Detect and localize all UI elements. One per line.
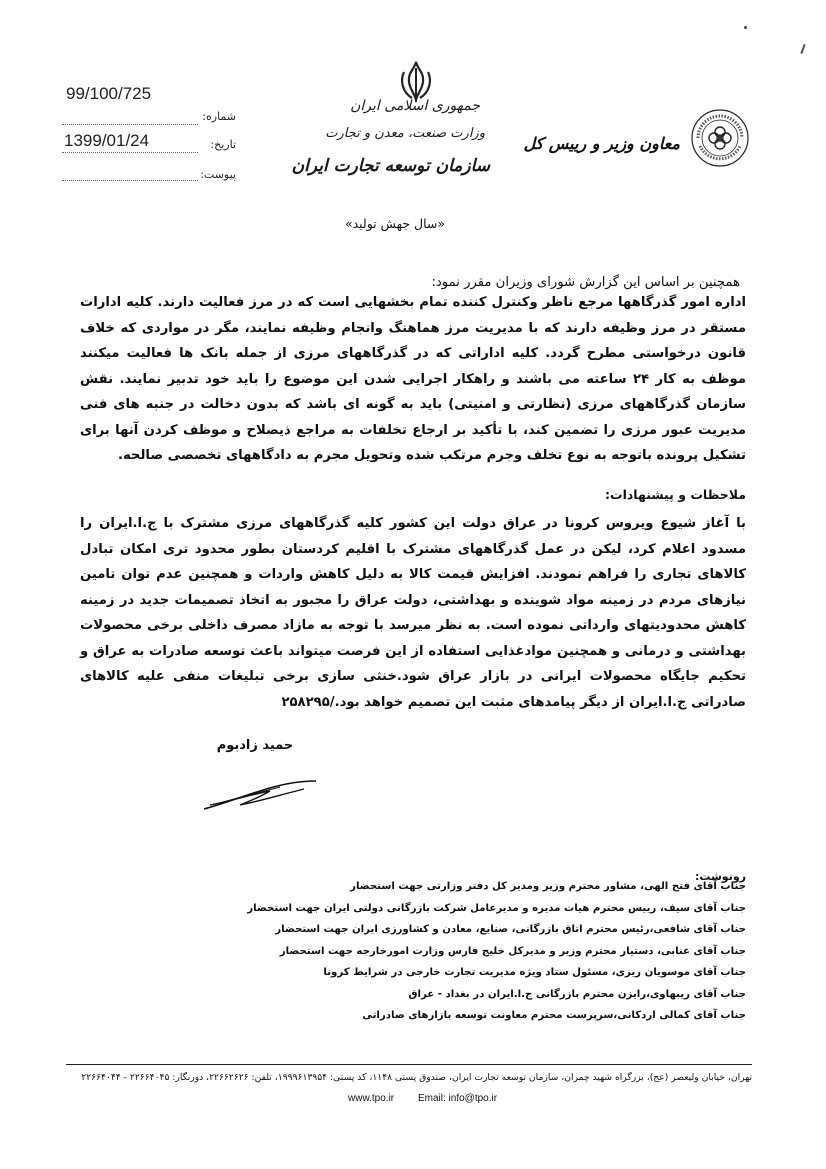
cc-list (160, 876, 746, 1027)
tpo-logo-icon (690, 108, 750, 168)
republic-name: جمهوری اسلامی ایران (350, 98, 480, 114)
ministry-name: وزارت صنعت، معدن و تجارت (325, 126, 485, 141)
cc-item: جناب آقای ریبهاوی،رایزن محترم بازرگانی ج.ا.ایران در بغداد - عراق (408, 988, 746, 1000)
footer-email: Email: info@tpo.ir (418, 1093, 498, 1104)
scan-mark (800, 44, 805, 54)
cc-item: جناب آقای کمالی اردکانی،سرپرست محترم معاونت توسعه بازارهای صادراتی (362, 1010, 746, 1021)
letter-number: 99/100/725 (66, 84, 152, 103)
notes-heading: ملاحظات و پیشنهادات: (605, 487, 746, 502)
date-label: تاریخ: (210, 138, 236, 151)
scan-mark (744, 26, 747, 29)
date-value: 1399/01/24 (64, 131, 150, 150)
number-label: شماره: (202, 110, 236, 123)
attachment-line (62, 180, 198, 181)
footer-divider (66, 1064, 752, 1065)
paragraph-notes: با آغاز شیوع ویروس کرونا در عراق دولت این کشور کلیه گذرگاههای مرزی مشترک با ج.ا.ایران را مسدود اعلام کرد، لیکن در عمل گذرگاههای مشترک با اقلیم کردستان بطور محدود تری امکان تبادل کالاهای تجاری را فراهم نمودند. افزایش قیمت کالا به دلیل کاهش واردات و همچنین عدم توان تامین نیازهای مردم در زمینه مواد شوینده و بهداشتی، دولت عراق را مجبور به اتخاذ تصمیمات جدید در زمینه کاهش محدودیتهای وارداتی نموده است. به نظر میرسد با توجه به مازاد مصرف داخلی برخی محصولات بهداشتی و درمانی و همچنین موادغذایی استفاده از این فرصت میتواند باعث توسعه صادرات به عراق و تحکیم جایگاه محصولات ایرانی در بازار عراق شود.خنثی سازی برخی تبلیغات منفی علیه کالاهای صادراتی ج.ا.ایران از دیگر پیامدهای مثبت این تصمیم خواهد بود./۲۵۸۲۹۵ (80, 516, 746, 710)
handwritten-signature (200, 775, 320, 815)
signer-name: حمید زادبوم (216, 738, 294, 753)
organization-name: سازمان توسعه تجارت ایران (291, 156, 490, 176)
cc-item: جناب آقای شافعی،رئیس محترم اتاق بازرگانی، صنایع، معادن و کشاورزی ایران جهت استحضار (275, 924, 746, 935)
number-line (62, 124, 198, 125)
footer-website: www.tpo.ir (348, 1093, 395, 1104)
deputy-title: معاون وزیر و رییس کل (523, 134, 680, 153)
intro-text: همچنین بر اساس این گزارش شورای وزیران مقرر نمود: (431, 275, 740, 290)
footer-address: تهران، خیابان ولیعصر (عج)، بزرگراه شهید چمران، سازمان توسعه تجارت ایران، صندوق پستی ۱۱۴۸، کد پستی: ۱۹۹۹۶۱۳۹۵۴، تلفن: ۲۲۶۶۲۶۲۶، دورنگار: ۲۲۶۶۴۰۴۵ - ۲۲۶۶۴۰۴۴ (81, 1072, 752, 1083)
paragraph-border-management: اداره امور گذرگاهها مرجع ناظر وکنترل کننده تمام بخشهایی است که در مرز فعالیت دارند. کلیه ادارات مستقر در مرز وظیفه دارند که با مدیریت مرز هماهنگ وانجام وظیفه نمایند، مگر در مواردی که خلاف قانون درخواستی مطرح گردد. کلیه اداراتی که در گذرگاههای مرزی از جمله بانک ها فعالیت میکنند موظف به کار ۲۴ ساعته می باشند و راهکار اجرایی شدن این موضوع را باید خود تدبیر نمایند. نقش سازمان گذرگاههای مرزی (نظارتی و امنیتی) باید به گونه ای باشد که بدون دخالت در جنبه های فنی مدیریت عبور مرزی را تضمین کند، با تأکید بر ارجاع تخلفات به مراجع ذیصلاح و موظف کردن آنها برای تشکیل پرونده باتوجه به نوع تخلف وجرم مرتکب شده وتحویل مجرم به دادگاههای تخصصی صالحه. (80, 295, 746, 463)
cc-item: جناب آقای موسویان ریزی، مسئول ستاد ویژه مدیریت تجارت خارجی در شرایط کرونا (323, 967, 746, 978)
cc-item: جناب آقای فتح الهی، مشاور محترم وزیر ومدیر کل دفتر وزارتی جهت استحضار (350, 881, 746, 892)
cc-item: جناب آقای سیف، رییس محترم هیات مدیره و مدیرعامل شرکت بازرگانی دولتی ایران جهت استحضار (247, 902, 746, 914)
year-slogan: «سال جهش تولید» (344, 216, 446, 231)
attachment-label: پیوست: (200, 168, 236, 181)
date-line (62, 152, 198, 153)
cc-title: رونوشت: (694, 870, 746, 883)
cc-item: جناب آقای عنابی، دستیار محترم وزیر و مدیرکل خلیج فارس وزارت امورخارجه جهت استحضار (279, 945, 746, 957)
